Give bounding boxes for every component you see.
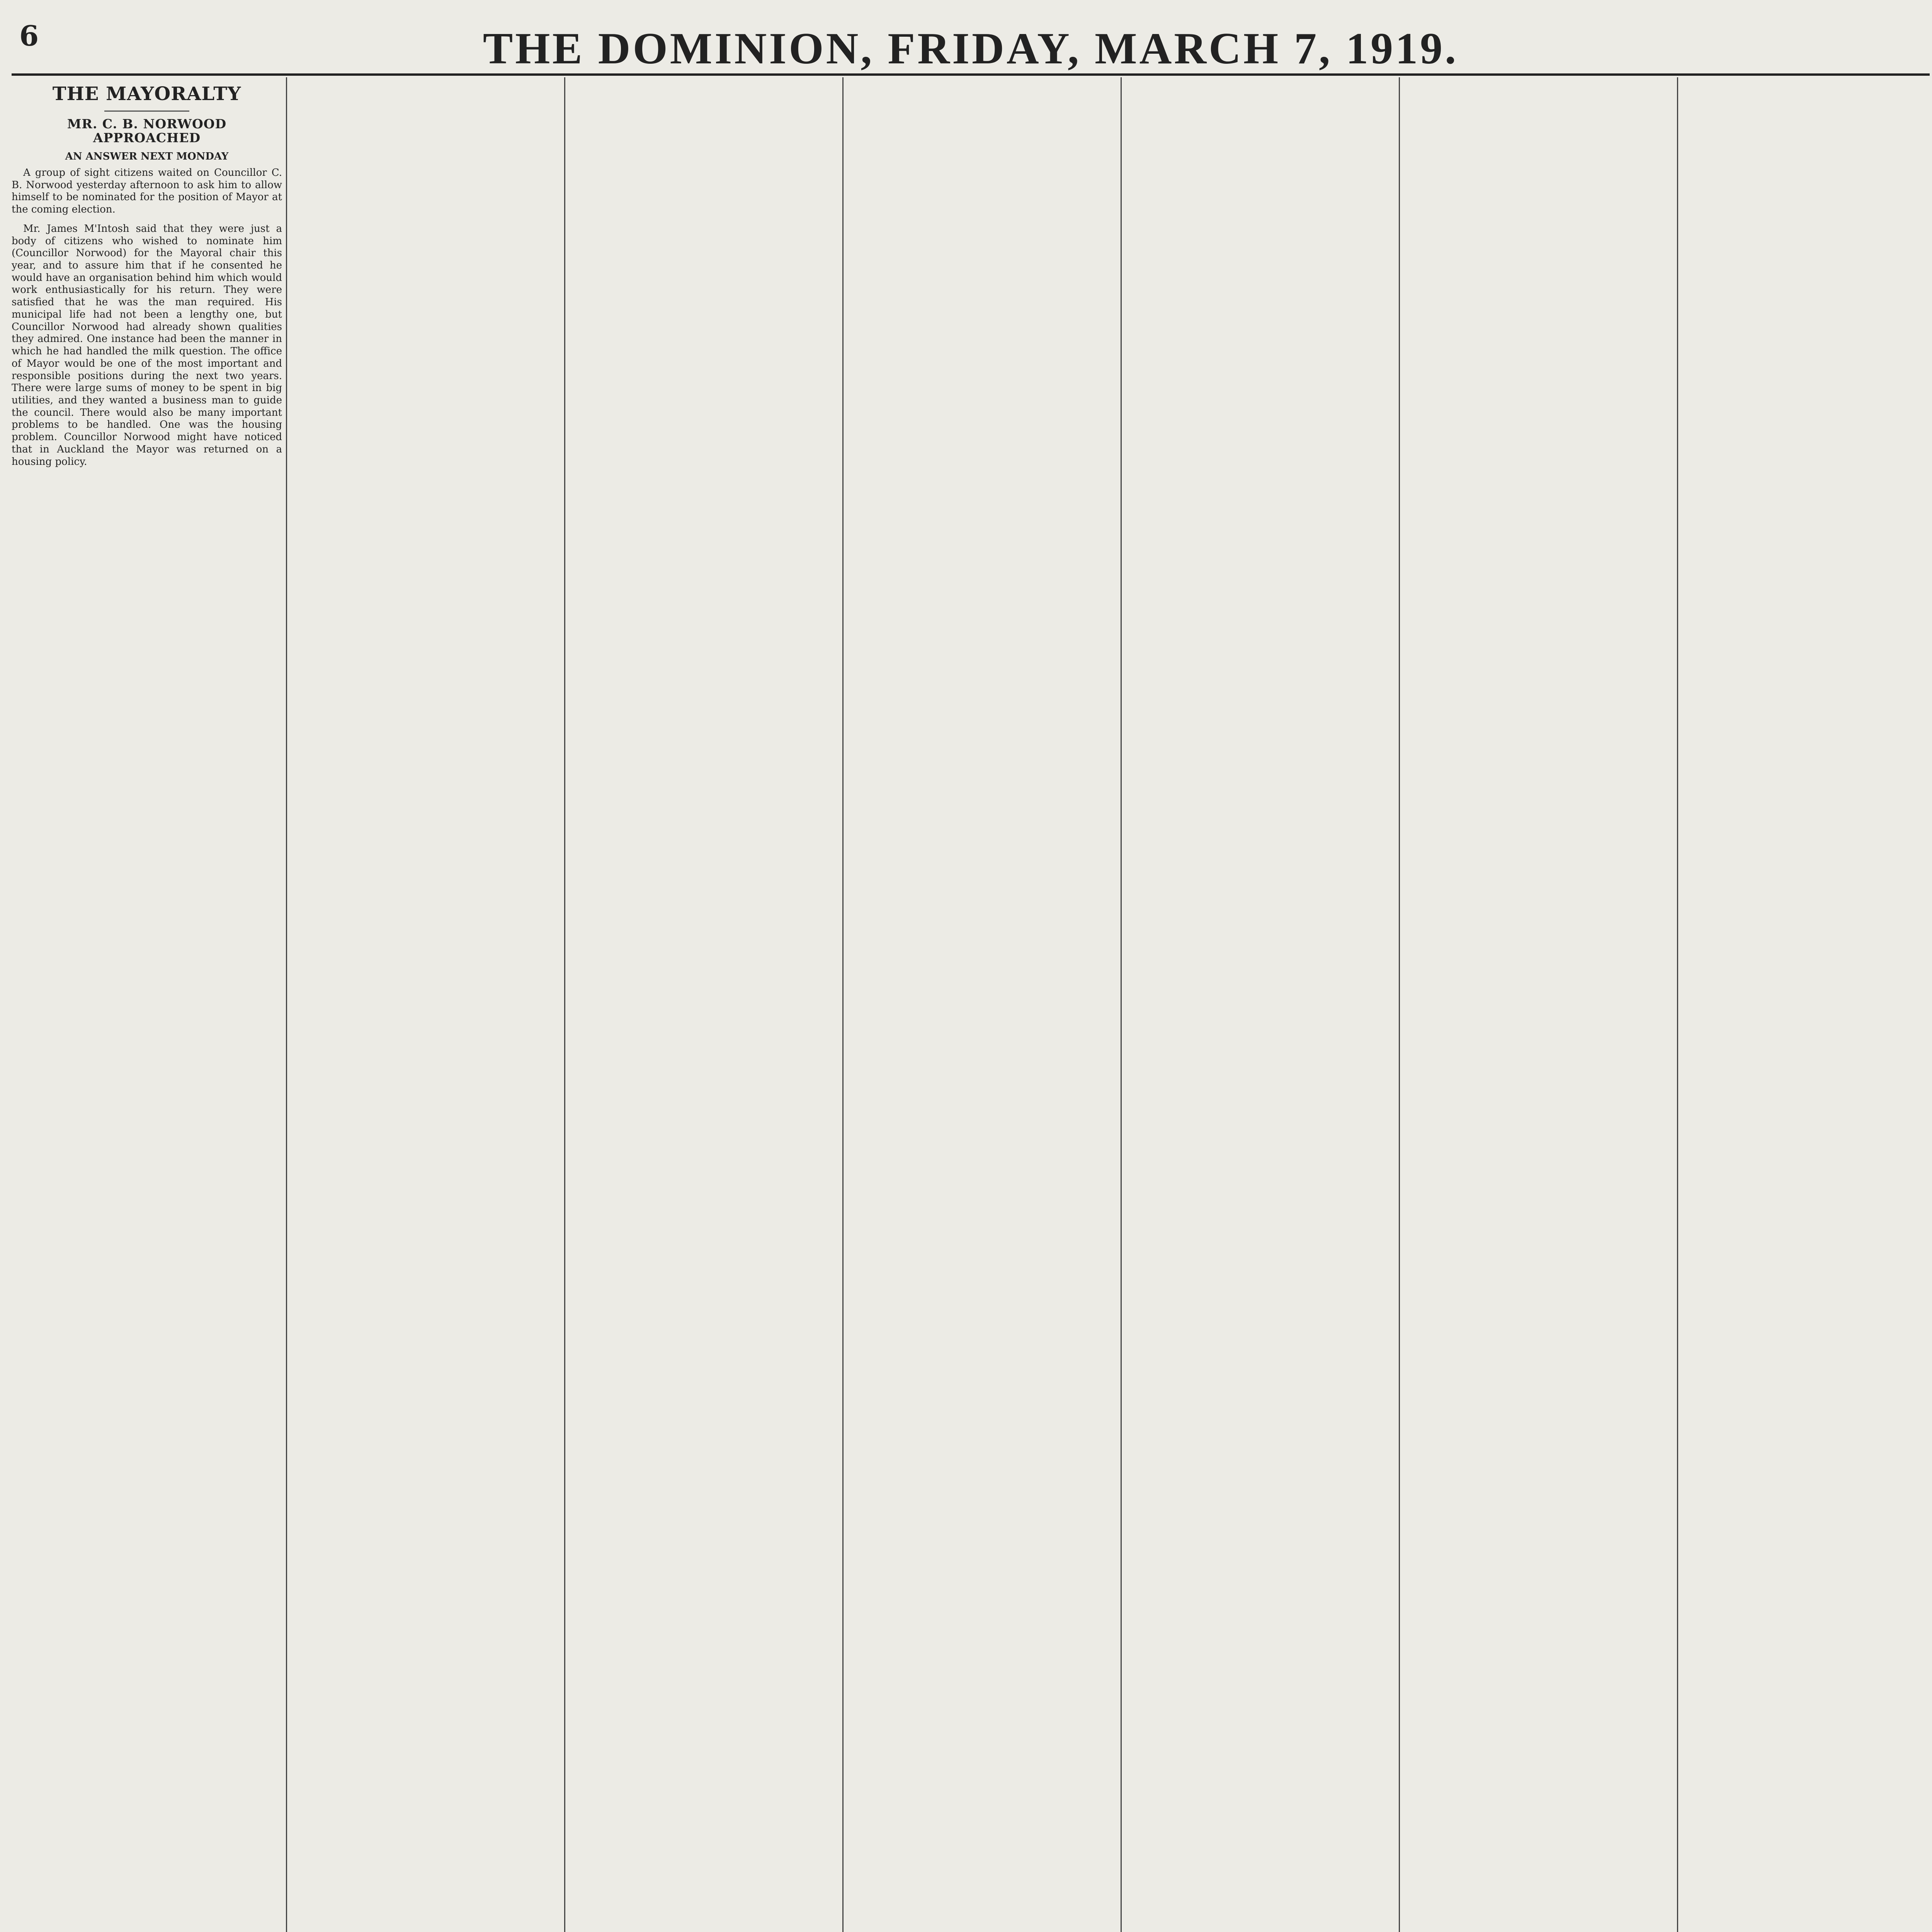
column-rule bbox=[842, 77, 844, 1932]
page-number: 6 bbox=[19, 19, 39, 52]
columns-area bbox=[12, 77, 1930, 1932]
column-rule bbox=[286, 77, 287, 1932]
column-rule bbox=[1677, 77, 1678, 1932]
column-rule bbox=[1121, 77, 1122, 1932]
newspaper-title: THE DOMINION, FRIDAY, MARCH 7, 1919. bbox=[483, 24, 1459, 73]
column-5 bbox=[1124, 77, 1395, 1932]
column-6 bbox=[1403, 77, 1673, 1932]
column-rule bbox=[1399, 77, 1400, 1932]
section-heading: THE MAYORALTY bbox=[52, 83, 242, 105]
column-3 bbox=[568, 77, 838, 1932]
column-1 bbox=[12, 77, 282, 1932]
divider bbox=[104, 111, 189, 112]
column-4 bbox=[846, 77, 1117, 1932]
column-rule bbox=[564, 77, 565, 1932]
column-7 bbox=[1681, 77, 1930, 1932]
mayoralty-section bbox=[12, 84, 282, 468]
column-2 bbox=[290, 77, 560, 1932]
section-subheading: MR. C. B. NORWOOD APPROACHED bbox=[67, 116, 227, 146]
article-paragraph: Mr. James M'Intosh said that they were just a body of citizens who wished to nominate him (Councillor Norwood) for the Mayoral chair this year, and to assure him that if he consented he would have an organisation behind him which would work enthusiastically for his return. They were satisfied that he was the man required. His municipal life had not been a lengthy one, but Councillor Norwood had already shown qualities they admired. One instance had been the manner in which he had handled the milk question. The office of Mayor would be one of the most important and responsible positions during the next two years. There were large sums of money to be spent in big utilities, and they wanted a business man to guide the council. There would also be many important problems to be handled. One was the housing problem. Councillor Norwood might have noticed that in Auckland the Mayor was returned on a housing policy. bbox=[12, 223, 282, 468]
section-subsubheading: AN ANSWER NEXT MONDAY bbox=[65, 151, 229, 163]
article-paragraph: A group of sight citizens waited on Councillor C. B. Norwood yesterday afternoon to ask him to allow himself to be nominated for the position of Mayor at the coming election. bbox=[12, 167, 282, 216]
masthead bbox=[12, 15, 1930, 76]
